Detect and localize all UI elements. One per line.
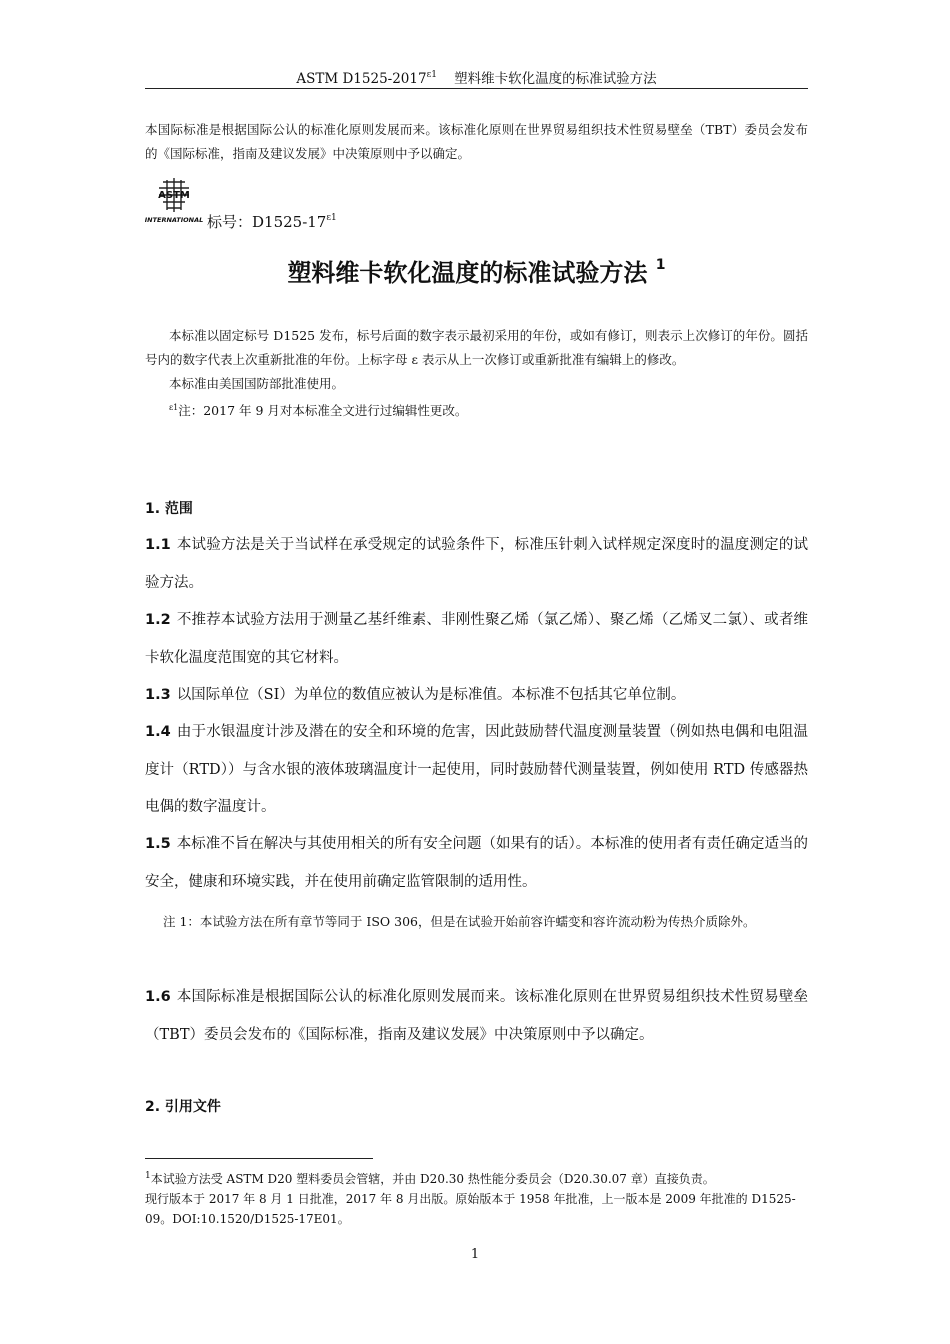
document-title-text: 塑料维卡软化温度的标准试验方法 [287, 259, 648, 287]
clause-text: 本试验方法是关于当试样在承受规定的试验条件下，标准压针刺入试样规定深度时的温度测定的试验方法。 [145, 537, 808, 591]
logo-text-bottom: INTERNATIONAL [145, 216, 203, 224]
notice-epsilon: ε1 [169, 403, 179, 412]
clause-number: 1.2 [145, 612, 171, 628]
header-epsilon: ε1 [426, 70, 437, 80]
clause-text: 本国际标准是根据国际公认的标准化原则发展而来。该标准化原则在世界贸易组织技术性贸易壁垒（TBT）委员会发布的《国际标准，指南及建议发展》中决策原则中予以确定。 [145, 989, 808, 1043]
clause-1-5 [145, 826, 808, 901]
notice-block [145, 324, 808, 423]
clause-text: 由于水银温度计涉及潜在的安全和环境的危害，因此鼓励替代温度测量装置（例如热电偶和电阻温度计（RTD））与含水银的液体玻璃温度计一起使用，同时鼓励替代测量装置，例如使用 RTD 传感器热电偶的数字温度计。 [145, 724, 808, 815]
clause-number: 1.1 [145, 537, 171, 553]
header-divider [145, 88, 808, 89]
logo-text-top: ASTM [158, 190, 190, 201]
clause-1-2 [145, 602, 808, 677]
clause-text: 本标准不旨在解决与其使用相关的所有安全问题（如果有的话）。本标准的使用者有责任确定适当的安全，健康和环境实践，并在使用前确定监管限制的适用性。 [145, 836, 808, 890]
clause-number: 1.5 [145, 836, 171, 852]
footnote-line-1 [145, 1166, 808, 1189]
footnote-divider [145, 1158, 373, 1159]
header-standard: ASTM D1525-2017 [296, 71, 427, 87]
title-footnote-ref: 1 [655, 257, 666, 273]
intro-statement: 本国际标准是根据国际公认的标准化原则发展而来。该标准化原则在世界贸易组织技术性贸易壁垒（TBT）委员会发布的《国际标准，指南及建议发展》中决策原则中予以确定。 [145, 122, 808, 161]
note-1: 注 1：本试验方法在所有章节等同于 ISO 306，但是在试验开始前容许蠕变和容许流动粉为传热介质除外。 [163, 914, 756, 929]
clause-1-4 [145, 714, 808, 827]
section-1-heading: 1. 范围 [145, 501, 193, 517]
notice-paragraph-1: 本标准以固定标号 D1525 发布，标号后面的数字表示最初采用的年份，或如有修订，则表示上次修订的年份。圆括号内的数字代表上次重新批准的年份。上标字母 ε 表示从上一次修订或重新批准有编辑上的修改。 [145, 328, 808, 367]
designation-label: 标号：D1525-17 [207, 213, 327, 231]
designation-epsilon: ε1 [326, 213, 337, 223]
section-2-heading: 2. 引用文件 [145, 1099, 221, 1115]
page-number: 1 [470, 1247, 480, 1262]
footnote [145, 1166, 808, 1229]
notice-paragraph-3 [145, 396, 808, 423]
footnote-line-2: 现行版本于 2017 年 8 月 1 日批准，2017 年 8 月出版。原始版本于 1958 年批准，上一版本是 2009 年批准的 D1525-09。DOI:10.1520/D1525-17E01。 [145, 1192, 796, 1226]
clause-1-1 [145, 527, 808, 602]
header-title: 塑料维卡软化温度的标准试验方法 [454, 71, 657, 87]
clause-number: 1.4 [145, 724, 171, 740]
designation [207, 211, 337, 232]
notice-editorial-change: 注：2017 年 9 月对本标准全文进行过编辑性更改。 [178, 403, 468, 418]
running-header [145, 66, 808, 88]
footnote-line-1-text: 本试验方法受 ASTM D20 塑料委员会管辖，并由 D20.30 热性能分委员会（D20.30.07 章）直接负责。 [150, 1172, 715, 1186]
clause-number: 1.3 [145, 687, 171, 703]
clause-text: 不推荐本试验方法用于测量乙基纤维素、非刚性聚乙烯（氯乙烯）、聚乙烯（乙烯叉二氯）、或者维卡软化温度范围宽的其它材料。 [145, 612, 808, 666]
notice-paragraph-2: 本标准由美国国防部批准使用。 [169, 376, 345, 391]
clause-1-3 [145, 677, 808, 715]
footnote-ref: 1 [145, 1171, 151, 1181]
clause-1-6 [145, 979, 808, 1054]
clause-text: 以国际单位（SI）为单位的数值应被认为是标准值。本标准不包括其它单位制。 [176, 687, 686, 703]
astm-logo-icon [145, 176, 203, 224]
document-title [145, 247, 808, 291]
clause-number: 1.6 [145, 989, 171, 1005]
